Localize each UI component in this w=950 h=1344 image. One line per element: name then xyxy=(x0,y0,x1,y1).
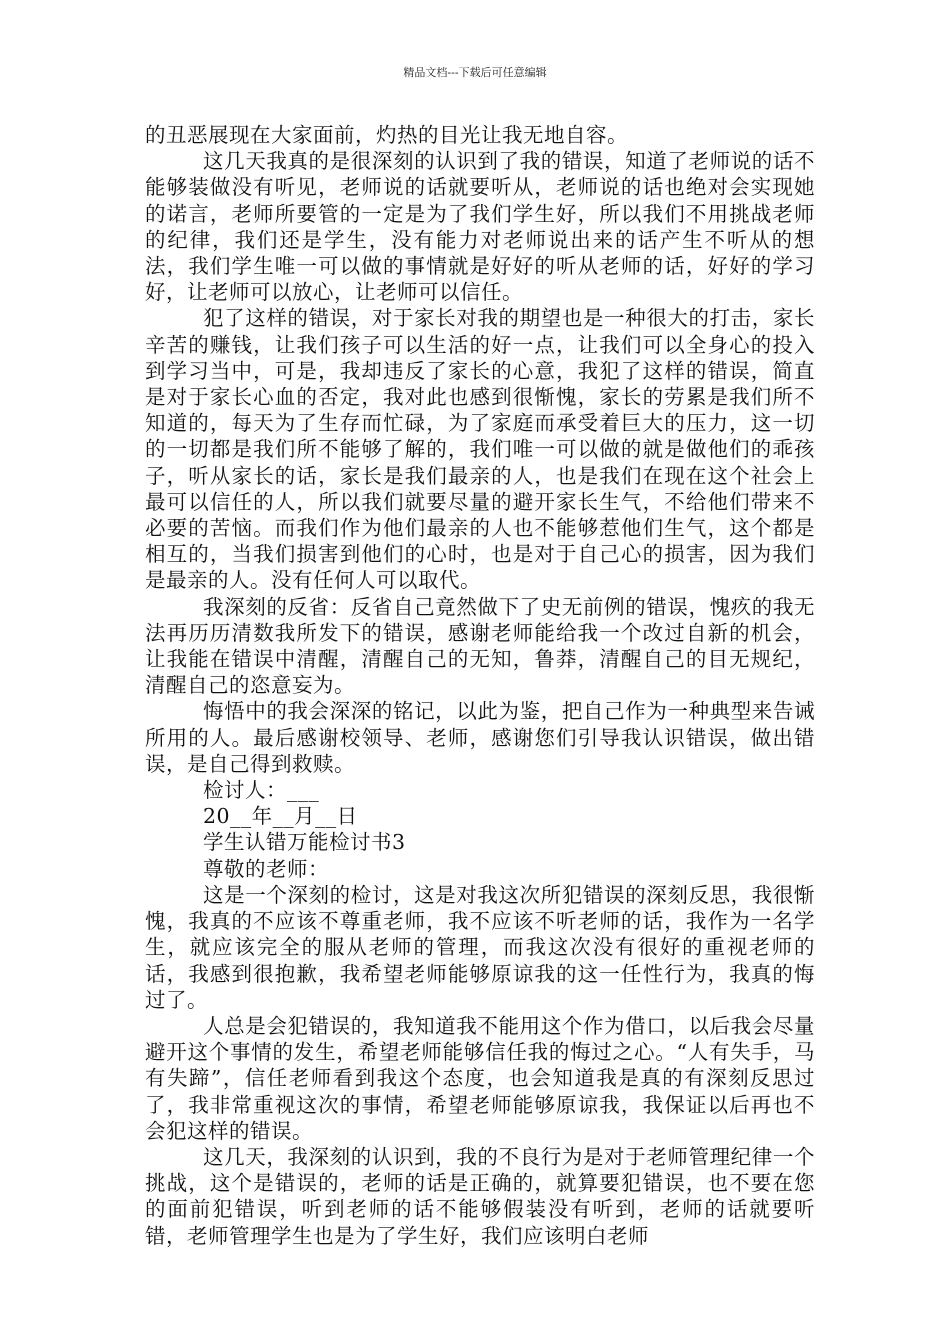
paragraph-promise: 人总是会犯错误的，我知道我不能用这个作为借口，以后我会尽量避开这个事情的发生，希望老师能够信任我的悔过之心。“人有失手，马有失蹄”，信任老师看到我这个态度，也会知道我是真的有深刻反思过了，我非常重视这次的事情，希望老师能够原谅我，我保证以后再也不会犯这样的错误。 xyxy=(145,1013,815,1143)
date-line: 20__年__月__日 xyxy=(203,804,358,829)
paragraph-apology: 这是一个深刻的检讨，这是对我这次所犯错误的深刻反思，我很惭愧，我真的不应该不尊重老师，我不应该不听老师的话，我作为一名学生，就应该完全的服从老师的管理，而我这次没有很好的重视老师的话，我感到很抱歉，我希望老师能够原谅我的这一任性行为，我真的悔过了。 xyxy=(145,882,815,1012)
paragraph-recognition: 这几天，我深刻的认识到，我的不良行为是对于老师管理纪律一个挑战，这个是错误的，老师的话是正确的，就算要犯错误，也不要在您的面前犯错误，听到老师的话不能够假装没有听到，老师的话就要听错，老师管理学生也是为了学生好，我们应该明白老师 xyxy=(145,1144,815,1248)
section-title: 学生认错万能检讨书3 xyxy=(203,830,406,855)
paragraph-continuation: 的丑恶展现在大家面前，灼热的目光让我无地自容。 xyxy=(145,123,628,147)
paragraph-parents: 犯了这样的错误，对于家长对我的期望也是一种很大的打击，家长辛苦的赚钱，让我们孩子可以生活的好一点，让我们可以全身心的投入到学习当中，可是，我却违反了家长的心意，我犯了这样的错误，简直是对于家长心血的否定，我对此也感到很惭愧，家长的劳累是我们所不知道的，每天为了生存而忙碌，为了家庭而承受着巨大的压力，这一切的一切都是我们所不能够了解的，我们唯一可以做的就是做他们的乖孩子，听从家长的话，家长是我们最亲的人，也是我们在现在这个社会上最可以信任的人，所以我们就要尽量的避开家长生气，不给他们带来不必要的苦恼。而我们作为他们最亲的人也不能够惹他们生气，这个都是相互的，当我们损害到他们的心时，也是对于自己心的损害，因为我们是最亲的人。没有任何人可以取代。 xyxy=(145,306,815,593)
paragraph-repentance: 悔悟中的我会深深的铭记，以此为鉴，把自己作为一种典型来告诫所用的人。最后感谢校领导、老师，感谢您们引导我认识错误，做出错误，是自己得到救赎。 xyxy=(145,699,815,776)
page-header: 精品文档---下载后可任意编辑 xyxy=(403,66,547,79)
paragraph-realization: 这几天我真的是很深刻的认识到了我的错误，知道了老师说的话不能够装做没有听见，老师说的话就要听从，老师说的话也绝对会实现她的诺言，老师所要管的一定是为了我们学生好，所以我们不用挑战老师的纪律，我们还是学生，没有能力对老师说出来的话产生不听从的想法，我们学生唯一可以做的事情就是好好的听从老师的话，好好的学习好，让老师可以放心，让老师可以信任。 xyxy=(145,149,815,305)
paragraph-reflection: 我深刻的反省：反省自己竟然做下了史无前例的错误，愧疚的我无法再历历清数我所发下的错误，感谢老师能给我一个改过自新的机会，让我能在错误中清醒，清醒自己的无知，鲁莽，清醒自己的目无规纪，清醒自己的恣意妄为。 xyxy=(145,594,815,698)
signature-line: 检讨人：___ xyxy=(203,778,320,803)
document-body xyxy=(145,122,815,1249)
salutation: 尊敬的老师： xyxy=(203,856,329,881)
